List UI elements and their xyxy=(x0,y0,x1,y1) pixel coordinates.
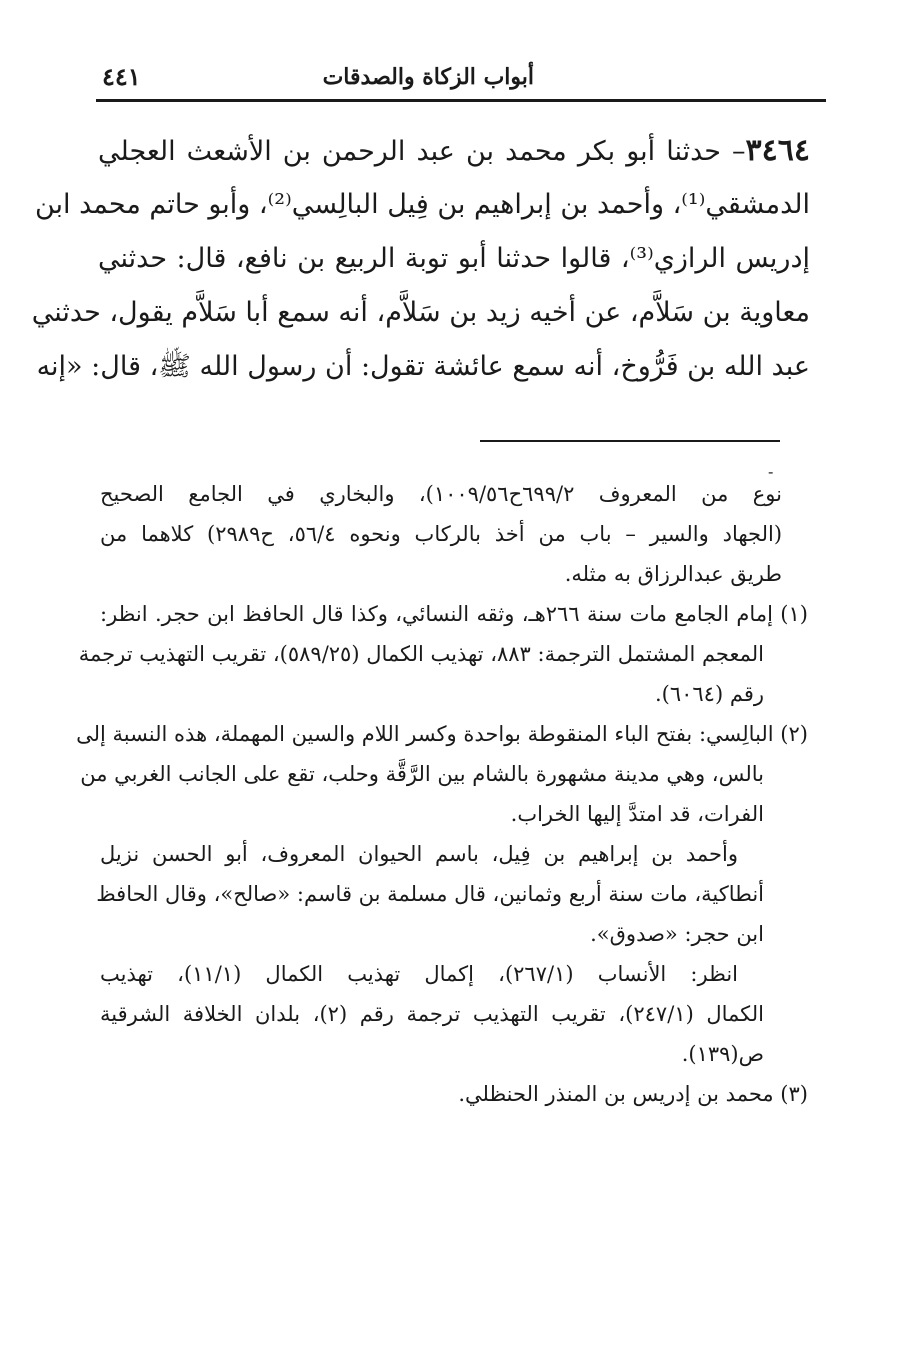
footnote-line: (الجهاد والسير – باب من أخذ بالركاب ونحوه ٥٦/٤، ح٢٩٨٩) كلاهما من xyxy=(100,522,783,546)
footnote-1-line: رقم (٦٠٦٤). xyxy=(654,682,764,706)
footnotes xyxy=(76,474,808,1114)
footnote-2-line: ص(١٣٩). xyxy=(681,1042,764,1066)
footnote-line: نوع من المعروف ٦٩٩/٢ح١٠٠٩/٥٦)، والبخاري في الجامع الصحيح xyxy=(100,482,782,506)
footnote-line: طريق عبدالرزاق به مثله. xyxy=(564,562,782,586)
footnote-2-line: أنطاكية، مات سنة أربع وثمانين، قال مسلمة بن قاسم: «صالح»، وقال الحافظ xyxy=(96,882,764,906)
hadith-line: معاوية بن سَلاَّم، عن أخيه زيد بن سَلاَّم، أنه سمع أبا سَلاَّم يقول، حدثني xyxy=(31,297,810,328)
header-rule xyxy=(96,99,826,102)
hadith-line: إدريس الرازي⁽³⁾، قالوا حدثنا أبو توبة الربيع بن نافع، قال: حدثني xyxy=(98,243,811,274)
hadith-line xyxy=(98,124,810,178)
continuation-mark: - xyxy=(768,462,774,481)
footnote-2-line: انظر: الأنساب (٢٦٧/١)، إكمال تهذيب الكمال (١١/١)، تهذيب xyxy=(100,962,738,986)
footnote-1-line: (١) إمام الجامع مات سنة ٢٦٦هـ، وثقه النسائي، وكذا قال الحافظ ابن حجر. انظر: xyxy=(100,602,808,626)
footnote-2-line: الفرات، قد امتدَّ إليها الخراب. xyxy=(510,802,764,826)
hadith-line-text: – حدثنا أبو بكر محمد بن عبد الرحمن بن الأشعث العجلي xyxy=(98,136,746,167)
footnote-2-line: (٢) البالِسي: بفتح الباء المنقوطة بواحدة وكسر اللام والسين المهملة، هذه النسبة إلى xyxy=(76,722,808,746)
chapter-title: أبواب الزكاة والصدقات xyxy=(322,64,534,90)
hadith-number: ٣٤٦٤ xyxy=(745,133,810,168)
footnote-2-line: الكمال (٢٤٧/١)، تقريب التهذيب ترجمة رقم (٢)، بلدان الخلافة الشرقية xyxy=(100,1002,764,1026)
page-number: ٤٤١ xyxy=(102,62,141,91)
footnote-separator xyxy=(480,440,780,442)
hadith-text xyxy=(31,124,811,394)
footnote-2-line: وأحمد بن إبراهيم بن فِيل، باسم الحيوان المعروف، أبو الحسن نزيل xyxy=(100,842,738,866)
footnote-2-line: بالس، وهي مدينة مشهورة بالشام بين الرَّقَّة وحلب، تقع على الجانب الغربي من xyxy=(80,762,764,786)
hadith-line: الدمشقي⁽¹⁾، وأحمد بن إبراهيم بن فِيل البالِسي⁽²⁾، وأبو حاتم محمد ابن xyxy=(34,189,810,220)
footnote-3-line: (٣) محمد بن إدريس بن المنذر الحنظلي. xyxy=(458,1082,808,1106)
running-header xyxy=(96,62,826,98)
hadith-line: عبد الله بن فَرُّوخ، أنه سمع عائشة تقول: أن رسول الله ﷺ، قال: «إنه xyxy=(36,351,810,382)
footnote-1-line: المعجم المشتمل الترجمة: ٨٨٣، تهذيب الكمال (٥٨٩/٢٥)، تقريب التهذيب ترجمة xyxy=(78,642,764,666)
footnote-2-line: ابن حجر: «صدوق». xyxy=(590,922,764,946)
